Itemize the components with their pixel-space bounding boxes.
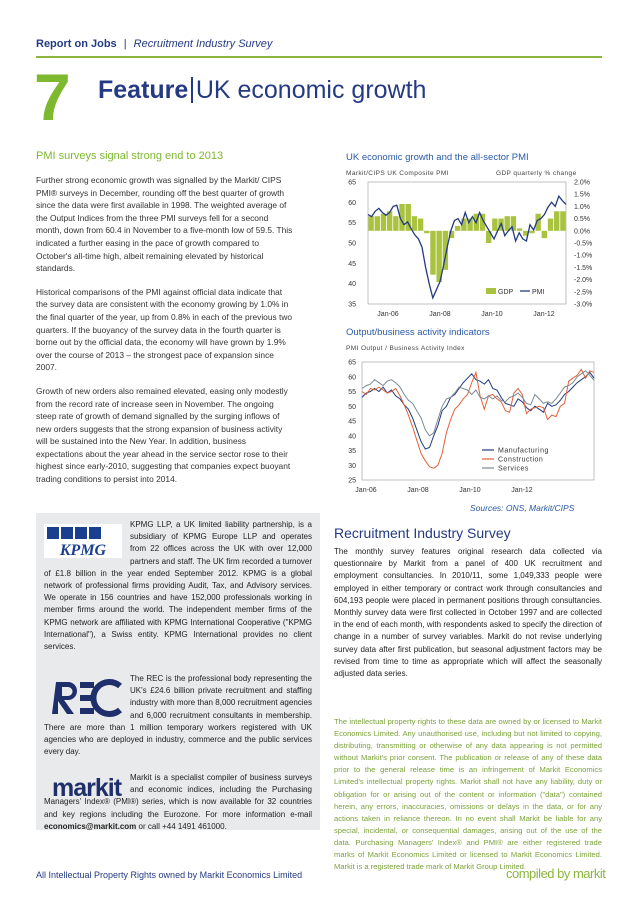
footer-compiled: compiled by markit xyxy=(506,866,606,881)
chart1-gdp-bar xyxy=(430,231,435,275)
recruitment-title: Recruitment Industry Survey xyxy=(334,525,511,541)
chart1-right-tick: 1.5% xyxy=(574,191,590,199)
article-paragraph: Growth of new orders also remained elevated, easing only modestly from the record rate of increase seen in November. The ongoing steep rate of growth of demand signalled by the surging inflows of new orders suggests that the strong expansion of business activity will be sustained into the New Year. In addition, business expectations about the year ahead in the service sector rose to their highest since early-2010, suggesting that companies expect buoyant trading conditions to persist into 2014. xyxy=(36,385,291,485)
chart1-legend-gdp: GDP xyxy=(498,289,514,296)
chart1-gdp-bar xyxy=(492,219,497,231)
header-rule xyxy=(36,56,602,58)
chart1-left-tick: 55 xyxy=(348,220,356,228)
chart2-svg xyxy=(340,352,602,500)
chart2-legend-label: Services xyxy=(498,465,529,473)
header-separator: | xyxy=(123,38,127,50)
article-paragraph: Historical comparisons of the PMI against official data indicate that the survey data are consistent with the economy growing by 1.0% in the final quarter of the year, up from 0.8% in each of the previous two quarters. If the buoyancy of the survey data in the fourth quarter is borne out by the official data, the economy will have grown by 1.9% over the course of 2013 – the strongest pace of expansion since 2007. xyxy=(36,286,293,373)
chart1-gdp-bar xyxy=(412,216,417,231)
chart2-title: Output/business activity indicators xyxy=(346,327,490,338)
chart2-x-label: Jan-12 xyxy=(511,487,533,494)
feature-label: Feature xyxy=(98,76,189,104)
chart2-y-tick: 65 xyxy=(348,359,356,367)
chart1-gdp-bar xyxy=(517,228,522,230)
page-number: 7 xyxy=(34,60,71,134)
chart1-gdp-bar xyxy=(381,214,386,231)
chart1-x-label: Jan-12 xyxy=(533,311,555,318)
article-heading: PMI surveys signal strong end to 2013 xyxy=(36,150,224,162)
header-section: Report on Jobs xyxy=(36,38,117,50)
chart2-y-tick: 30 xyxy=(348,462,356,470)
chart2-y-tick: 25 xyxy=(348,477,356,485)
chart1-gdp-bar xyxy=(455,226,460,231)
article-body xyxy=(36,174,294,497)
chart1-plot-frame xyxy=(368,182,566,304)
chart2-legend-label: Manufacturing xyxy=(498,447,549,455)
chart1-right-tick: -3.0% xyxy=(574,301,593,309)
chart1-right-tick: -1.0% xyxy=(574,252,593,260)
chart1-gdp-bar xyxy=(418,219,423,231)
chart1-gdp-bar xyxy=(424,231,429,233)
chart1-gdp-bar xyxy=(511,216,516,231)
chart1-gdp-bar xyxy=(560,211,565,231)
chart1-right-tick: -0.5% xyxy=(574,240,593,248)
chart1-right-axis-label: GDP quarterly % change xyxy=(496,170,577,177)
chart1-left-tick: 65 xyxy=(348,179,356,187)
chart1-gdp-bar xyxy=(368,216,373,231)
chart-sources: Sources: ONS, Markit/CIPS xyxy=(470,503,575,513)
chart1-pmi-line xyxy=(368,196,566,298)
chart1-legend-pmi: PMI xyxy=(532,289,545,296)
kpmg-flow-text xyxy=(44,519,312,653)
feature-topic: UK economic growth xyxy=(195,76,427,104)
chart2-y-tick: 40 xyxy=(348,433,356,441)
chart1-gdp-bar xyxy=(505,216,510,231)
chart1-left-axis-label: Markit/CIPS UK Composite PMI xyxy=(346,170,449,177)
markit-email[interactable]: economics@markit.com xyxy=(44,821,137,831)
recruitment-legal: The intellectual property rights to these data are owned by or licensed to Markit Economics Limited. Any unauthorised use, including but not limited to copying, distributing, transmitting or otherwise of any data appearing is not permitted without Markit's prior consent. The publication or release of any of these data prior to the general release time is an infringement of Markit Economics Limited's intellectual property rights. Markit shall not have any liability, duty or obligation for or arising out of the content or information ("data") contained herein, any errors, inaccuracies, omissions or delays in the data, or for any actions taken in reliance thereon. In no event shall Markit be liable for any special, incidental, or consequential damages, arising out of the use of the data. Purchasing Managers' Index® and PMI® are either registered trade marks of Markit Economics Limited or licensed to Markit Economics Limited. Markit is a registered trade mark of Markit Group Limited. xyxy=(334,717,602,872)
chart1-gdp-bar xyxy=(554,211,559,231)
markit-paragraph: Markit is a specialist compiler of business surveys and economic indices, including the Purchasing Managers' Index® (PMI®) series, which is now available for 32 countries and key regions including the Eurozone. For more information e-mail economics@markit.com or call +44 1491 461000. xyxy=(44,773,312,831)
chart1-gdp-bar xyxy=(548,219,553,231)
report-header xyxy=(36,38,272,50)
chart2-legend-label: Construction xyxy=(498,456,544,464)
chart2-y-tick: 35 xyxy=(348,448,356,455)
chart1-right-tick: -2.5% xyxy=(574,289,593,297)
chart1-gdp-bar xyxy=(393,216,398,231)
rec-flow-text xyxy=(44,673,312,758)
chart1-gdp-bar xyxy=(529,231,534,233)
markit-flow-text xyxy=(44,772,312,833)
chart1-right-tick: -2.0% xyxy=(574,277,593,285)
feature-divider xyxy=(191,77,193,103)
recruitment-body: The monthly survey features original research data collected via questionnaire by Markit from a panel of 400 UK recruitment and employment consultancies. In 2010/11, some 1,049,333 people were employed in either temporary or contract work through consultancies and 604,193 people were placed in permanent positions through consultancies. Monthly survey data were first collected in October 1997 and are collected in the end of each month, with respondents asked to specify the direction of change in a number of survey variables. Markit do not revise underlying survey data after first publication, but seasonal adjustment factors may be revised from time to time as appropriate which will affect the seasonally adjusted data series. xyxy=(334,547,602,679)
chart1-right-tick: 0.0% xyxy=(574,228,590,236)
chart2-plot-frame xyxy=(362,362,594,480)
chart1-left-tick: 40 xyxy=(348,281,356,289)
chart1-left-tick: 35 xyxy=(348,301,356,309)
svg-text:markit: markit xyxy=(52,774,122,802)
kpmg-paragraph: KPMG LLP, a UK limited liability partnership, is a subsidiary of KPMG Europe LLP and operates from 22 offices across the UK with over 12,000 partners and staff. The UK firm recorded a turnover of £1.8 billion in the year ended September 2012. KPMG is a global network of professional firms providing Audit, Tax, and Advisory services. We operate in 156 countries and have 152,000 professionals working in member firms around the world. The independent member firms of the KPMG network are affiliated with KPMG International Cooperative ("KPMG International"), a Swiss entity. KPMG International provides no client services. xyxy=(44,520,312,652)
chart1-title: UK economic growth and the all-sector PMI xyxy=(346,152,529,163)
chart2-y-tick: 60 xyxy=(348,374,356,382)
chart1-gdp-bar xyxy=(542,231,547,238)
chart1-legend-gdp-swatch xyxy=(486,288,496,294)
header-survey: Recruitment Industry Survey xyxy=(133,38,273,50)
chart1-x-label: Jan-10 xyxy=(481,311,503,318)
feature-title xyxy=(98,76,426,105)
chart2-ylabel: PMI Output / Business Activity Index xyxy=(346,345,465,352)
chart1-right-tick: -1.5% xyxy=(574,264,593,272)
chart2-x-label: Jan-08 xyxy=(407,487,429,494)
chart1-right-tick: 0.5% xyxy=(574,216,590,224)
chart1-svg xyxy=(340,176,602,322)
chart1-x-label: Jan-08 xyxy=(429,311,451,318)
chart2-y-tick: 55 xyxy=(348,389,356,396)
chart2-y-tick: 50 xyxy=(348,403,356,411)
footer-rights: All Intellectual Property Rights owned by Markit Economics Limited xyxy=(36,870,303,880)
rec-paragraph: The REC is the professional body representing the UK's £24.6 billion private recruitment and staffing industry with more than 8,000 recruitment agencies and 6,000 recruitment consultants in membership. There are more than 1 million temporary workers registered with UK agencies who are deployed in industry, commerce and the public services every day. xyxy=(44,674,312,757)
chart1-right-tick: 1.0% xyxy=(574,203,590,211)
chart2-x-label: Jan-10 xyxy=(459,487,481,494)
chart1-gdp-bar xyxy=(375,216,380,231)
chart2-y-tick: 45 xyxy=(348,418,356,426)
article-paragraph: Further strong economic growth was signalled by the Markit/ CIPS PMI® surveys in December, rounding off the best quarter of growth since the data were first available in 1998. The weighted average of the Output Indices from the three PMI surveys fell for a second month, down from 60.4 in November to a five-month low of 59.5. This indicated a further easing in the pace of growth compared to October's all-time high, albeit remaining elevated by historical standards. xyxy=(36,175,293,274)
svg-text:KPMG: KPMG xyxy=(59,542,107,558)
chart1-left-tick: 60 xyxy=(348,199,356,207)
chart1-right-tick: 2.0% xyxy=(574,179,590,187)
chart1-left-tick: 45 xyxy=(348,260,356,268)
chart2-x-label: Jan-06 xyxy=(355,487,377,494)
chart1-x-label: Jan-06 xyxy=(377,311,399,318)
chart1-left-tick: 50 xyxy=(348,240,356,248)
